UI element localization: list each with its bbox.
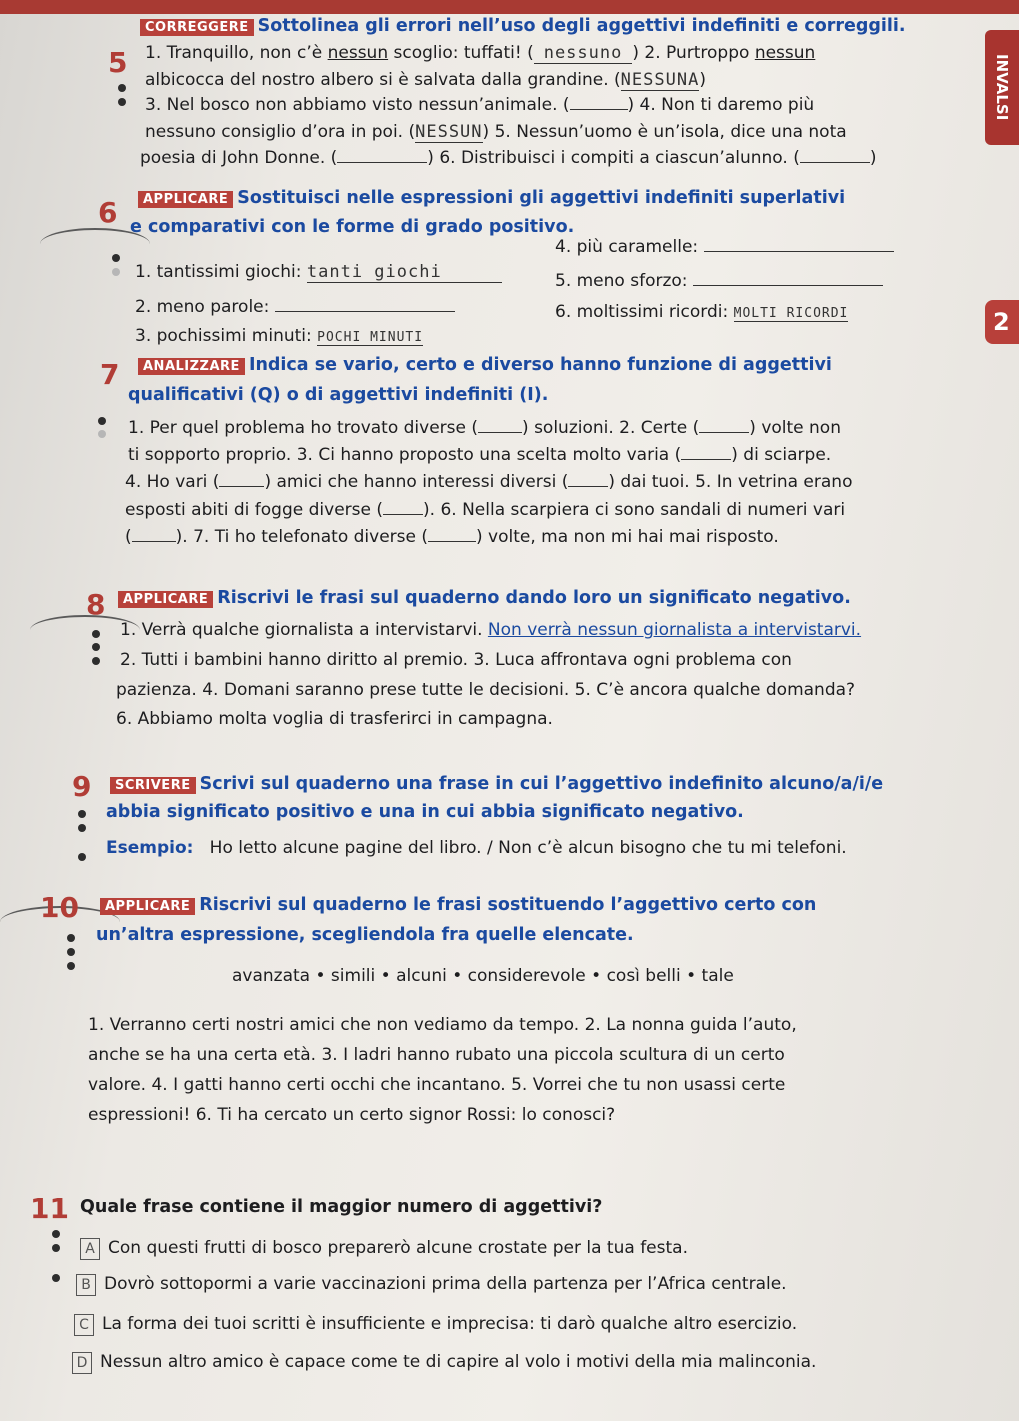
exercise-heading: abbia significato positivo e una in cui abbia significato negativo. xyxy=(106,802,744,822)
exercise-heading: APPLICARE Riscrivi le frasi sul quaderno dando loro un significato negativo. xyxy=(118,588,851,608)
item: 6. moltissimi ricordi: MOLTI RICORDI xyxy=(555,302,849,322)
option-c[interactable]: C La forma dei tuoi scritti è insufficiente e imprecisa: ti darò qualche altro esercizio. xyxy=(74,1314,797,1336)
item: 1. tantissimi giochi: tanti giochi xyxy=(135,262,502,282)
difficulty-dot xyxy=(52,1274,60,1282)
exercise-number: 9 xyxy=(72,770,92,803)
exercise-heading: ANALIZZARE Indica se vario, certo e diverso hanno funzione di aggettivi xyxy=(138,355,832,375)
example-line: Esempio: Ho letto alcune pagine del libro. / Non c’è alcun bisogno che tu mi telefoni. xyxy=(106,838,847,858)
exercise-line: pazienza. 4. Domani saranno prese tutte le decisioni. 5. C’è ancora qualche domanda? xyxy=(116,680,856,700)
exercise-line: ( ). 7. Ti ho telefonato diverse ( ) volte, ma non mi hai mai risposto. xyxy=(125,527,779,547)
exercise-heading: Quale frase contiene il maggior numero di aggettivi? xyxy=(80,1197,603,1217)
exercise-line: albicocca del nostro albero si è salvata dalla grandine. (NESSUNA) xyxy=(145,70,706,90)
exercise-line: 4. Ho vari ( ) amici che hanno interessi diversi ( ) dai tuoi. 5. In vetrina erano xyxy=(125,472,853,492)
item: 2. meno parole: xyxy=(135,297,455,317)
exercise-heading: APPLICARE Sostituisci nelle espressioni gli aggettivi indefiniti superlativi xyxy=(138,188,845,208)
unit-badge: 2 xyxy=(985,300,1019,344)
exercise-line: 2. Tutti i bambini hanno diritto al premio. 3. Luca affrontava ogni problema con xyxy=(120,650,792,670)
exercise-line: ti sopporto proprio. 3. Ci hanno proposto una scelta molto varia ( ) di sciarpe. xyxy=(128,445,832,465)
exercise-number: 6 xyxy=(98,196,118,229)
item: 5. meno sforzo: xyxy=(555,271,883,291)
difficulty-dot xyxy=(118,98,126,106)
exercise-tag: CORREGGERE xyxy=(140,19,254,36)
exercise-line: nessuno consiglio d’ora in poi. (NESSUN) 5. Nessun’uomo è un’isola, dice una nota xyxy=(145,122,847,142)
exercise-line: 3. Nel bosco non abbiamo visto nessun’animale. ( ) 4. Non ti daremo più xyxy=(145,95,815,115)
exercise-line: 1. Tranquillo, non c’è nessun scoglio: tuffati! ( nessuno ) 2. Purtroppo nessun xyxy=(145,43,816,63)
exercise-number: 7 xyxy=(100,358,120,391)
exercise-number: 10 xyxy=(40,891,79,924)
difficulty-dot xyxy=(92,630,100,638)
difficulty-dot xyxy=(118,84,126,92)
difficulty-dot xyxy=(78,853,86,861)
difficulty-dot xyxy=(78,824,86,832)
difficulty-dot xyxy=(78,810,86,818)
exercise-number: 8 xyxy=(86,588,106,621)
exercise-number: 5 xyxy=(108,46,128,79)
exercise-line: poesia di John Donne. ( ) 6. Distribuisci i compiti a ciascun’alunno. ( ) xyxy=(140,148,877,168)
exercise-tag: APPLICARE xyxy=(100,898,195,915)
exercise-line: 6. Abbiamo molta voglia di trasferirci in campagna. xyxy=(116,709,553,729)
exercise-line: valore. 4. I gatti hanno certi occhi che incantano. 5. Vorrei che tu non usassi certe xyxy=(88,1075,786,1095)
exercise-heading: APPLICARE Riscrivi sul quaderno le frasi sostituendo l’aggettivo certo con xyxy=(100,895,816,915)
difficulty-dot xyxy=(52,1230,60,1238)
difficulty-dot xyxy=(98,417,106,425)
top-strip xyxy=(0,0,1019,14)
difficulty-dot xyxy=(98,430,106,438)
exercise-tag: SCRIVERE xyxy=(110,777,196,794)
exercise-heading: e comparativi con le forme di grado positivo. xyxy=(130,217,575,237)
exercise-heading: un’altra espressione, scegliendola fra quelle elencate. xyxy=(96,925,634,945)
exercise-line: espressioni! 6. Ti ha cercato un certo signor Rossi: lo conosci? xyxy=(88,1105,616,1125)
word-list: avanzata • simili • alcuni • considerevole • così belli • tale xyxy=(232,966,734,986)
exercise-line: esposti abiti di fogge diverse ( ). 6. Nella scarpiera ci sono sandali di numeri vari xyxy=(125,500,846,520)
difficulty-dot xyxy=(112,268,120,276)
difficulty-dot xyxy=(67,934,75,942)
exercise-line: 1. Per quel problema ho trovato diverse ( ) soluzioni. 2. Certe ( ) volte non xyxy=(128,418,841,438)
exercise-number: 11 xyxy=(30,1192,69,1225)
difficulty-dot xyxy=(112,254,120,262)
exercise-heading: SCRIVERE Scrivi sul quaderno una frase in cui l’aggettivo indefinito alcuno/a/i/e xyxy=(110,774,883,794)
difficulty-dot xyxy=(52,1244,60,1252)
option-d[interactable]: D Nessun altro amico è capace come te di capire al volo i motivi della mia malinconia. xyxy=(72,1352,816,1374)
exercise-heading: CORREGGERE Sottolinea gli errori nell’uso degli aggettivi indefiniti e correggili. xyxy=(140,16,906,36)
difficulty-dot xyxy=(92,643,100,651)
exercise-tag: ANALIZZARE xyxy=(138,358,245,375)
option-a[interactable]: A Con questi frutti di bosco preparerò alcune crostate per la tua festa. xyxy=(80,1238,688,1260)
exercise-line: 1. Verrà qualche giornalista a intervistarvi. Non verrà nessun giornalista a intervistarvi. xyxy=(120,620,862,640)
difficulty-dot xyxy=(67,962,75,970)
item: 4. più caramelle: xyxy=(555,237,894,257)
option-b[interactable]: B Dovrò sottopormi a varie vaccinazioni prima della partenza per l’Africa centrale. xyxy=(76,1274,787,1296)
exercise-tag: APPLICARE xyxy=(138,191,233,208)
exercise-line: anche se ha una certa età. 3. I ladri hanno rubato una piccola scultura di un certo xyxy=(88,1045,785,1065)
difficulty-dot xyxy=(67,948,75,956)
item: 3. pochissimi minuti: POCHI MINUTI xyxy=(135,326,424,346)
exercise-heading: qualificativi (Q) o di aggettivi indefiniti (I). xyxy=(128,385,549,405)
exercise-line: 1. Verranno certi nostri amici che non vediamo da tempo. 2. La nonna guida l’auto, xyxy=(88,1015,797,1035)
difficulty-dot xyxy=(92,657,100,665)
exercise-tag: APPLICARE xyxy=(118,591,213,608)
invalsi-tab: INVALSI xyxy=(985,30,1019,145)
